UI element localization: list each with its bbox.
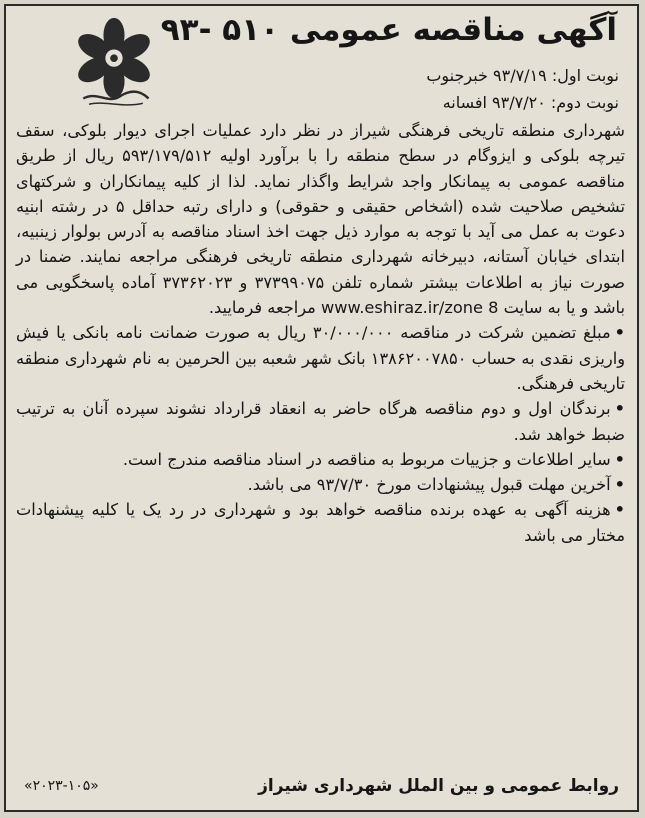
newspaper-ad bbox=[4, 4, 639, 812]
second-publication-notice: نوبت دوم: ۹۳/۷/۲۰ افسانه bbox=[442, 93, 619, 112]
bullet-icon: • bbox=[614, 449, 625, 469]
ad-title: آگهی مناقصه عمومی ۵۱۰ -۹۳ bbox=[160, 12, 617, 48]
bullet-winners bbox=[16, 396, 625, 447]
bullet-icon: • bbox=[614, 323, 625, 343]
bullet-cost bbox=[16, 497, 625, 548]
bullet-text: سایر اطلاعات و جزییات مربوط به مناقصه در اسناد مناقصه مندرج است. bbox=[122, 449, 611, 469]
ad-header bbox=[6, 6, 637, 124]
bullet-other-info bbox=[16, 447, 625, 472]
bullet-icon: • bbox=[614, 500, 625, 520]
signature: روابط عمومی و بین الملل شهرداری شیراز bbox=[258, 776, 619, 796]
main-paragraph: شهرداری منطقه تاریخی فرهنگی شیراز در نظر دارد عملیات اجرای دیوار بلوکی، سقف تیرچه بلوکی و ایزوگام در سطح منطقه را با برآورد اولیه ۵۹۳/۱۷۹/۵۱۲ ریال از طریق مناقصه عمومی به پیمانکار واجد شرایط واگذار نماید. لذا از کلیه پیمانکاران و شرکتهای تشخیص صلاحیت شده (اشخاص حقیقی و حقوقی) و دارای رتبه حداقل ۵ در رشته ابنیه دعوت به عمل می آید با توجه به موارد ذیل جهت اخذ اسناد مناقصه به آدرس بولوار زینبیه، ابتدای خیابان آستانه، دبیرخانه شهرداری منطقه تاریخی فرهنگی مراجعه نمایند. ضمنا در صورت نیاز به اطلاعات بیشتر شماره تلفن ۳۷۳۹۹۰۷۵ و ۳۷۳۶۲۰۲۳ آماده پاسخگویی می باشد و یا به سایت www.eshiraz.ir/zone 8 مراجعه فرمایید. bbox=[16, 121, 625, 318]
bullet-guarantee bbox=[16, 320, 625, 396]
first-publication-notice: نوبت اول: ۹۳/۷/۱۹ خبرجنوب bbox=[426, 66, 619, 85]
shiraz-municipality-logo bbox=[66, 14, 162, 110]
bullet-text: مبلغ تضمین شرکت در مناقصه ۳۰/۰۰۰/۰۰۰ ریال به صورت ضمانت نامه بانکی یا فیش واریزی نقدی به حساب ۱۳۸۶۲۰۰۷۸۵۰ بانک شهر شعبه بین الحرمین به نام شهرداری منطقه تاریخی فرهنگی. bbox=[16, 323, 626, 393]
ad-code: «۲۰۲۳-۱۰۵» bbox=[24, 778, 99, 794]
bullet-text: هزینه آگهی به عهده برنده مناقصه خواهد بود و شهرداری در رد یک یا کلیه پیشنهادات مختار می باشد bbox=[16, 500, 625, 545]
ad-footer bbox=[24, 776, 619, 800]
ad-body bbox=[16, 118, 625, 548]
bullet-icon: • bbox=[614, 475, 625, 495]
bullet-text: برندگان اول و دوم مناقصه هرگاه حاضر به انعقاد قرارداد نشوند سپرده آنان به ترتیب ضبط خواهد شد. bbox=[16, 399, 625, 444]
bullet-icon: • bbox=[614, 399, 625, 419]
bullet-deadline bbox=[16, 472, 625, 497]
bullet-text: آخرین مهلت قبول پیشنهادات مورخ ۹۳/۷/۳۰ می باشد. bbox=[247, 475, 611, 495]
